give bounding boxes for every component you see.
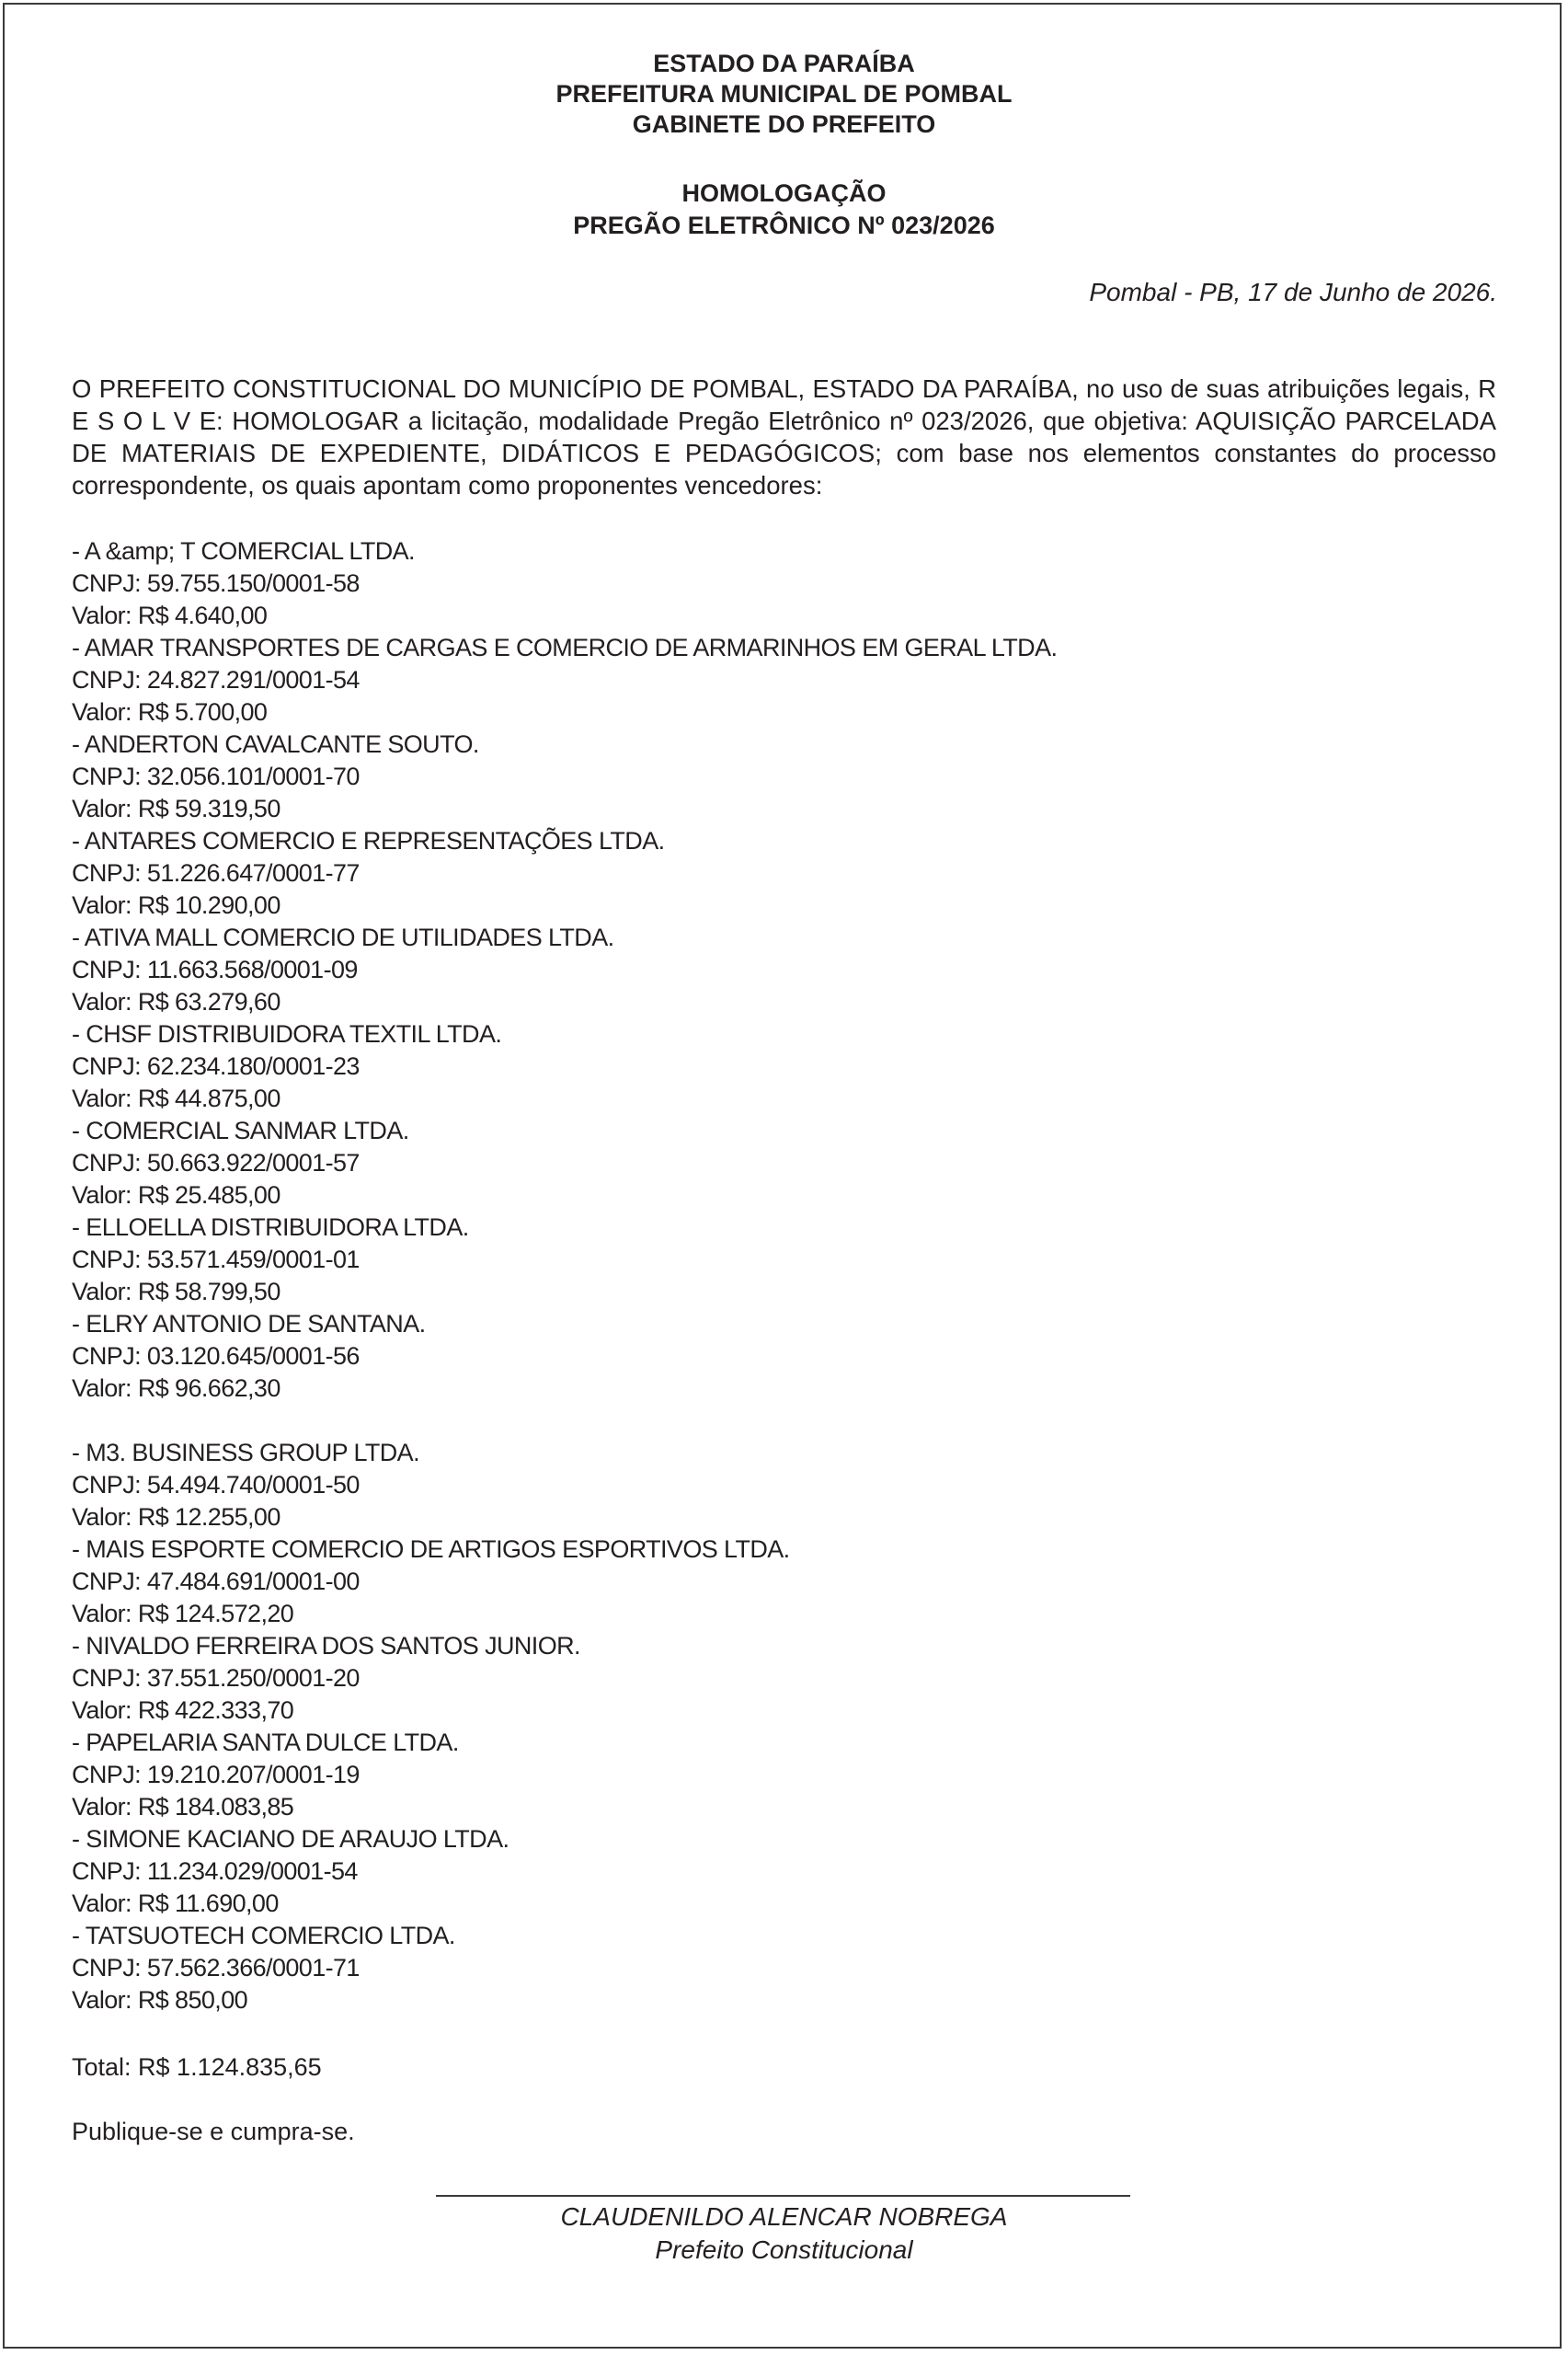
winner-entry xyxy=(72,1630,1496,1727)
winner-entry xyxy=(72,922,1496,1018)
document-title xyxy=(0,178,1568,242)
title-homologacao: HOMOLOGAÇÃO xyxy=(681,179,887,207)
closing-phrase: Publique-se e cumpra-se. xyxy=(72,2118,355,2145)
winner-valor: Valor: R$ 5.700,00 xyxy=(72,698,268,726)
winner-name: - ANTARES COMERCIO E REPRESENTAÇÕES LTDA. xyxy=(72,827,665,855)
title-pregao: PREGÃO ELETRÔNICO Nº 023/2026 xyxy=(573,212,995,239)
winner-name: - TATSUOTECH COMERCIO LTDA. xyxy=(72,1922,455,1949)
winner-valor: Valor: R$ 422.333,70 xyxy=(72,1696,294,1724)
winner-name: - ATIVA MALL COMERCIO DE UTILIDADES LTDA. xyxy=(72,924,614,951)
winner-entry xyxy=(72,632,1496,729)
signer-name: CLAUDENILDO ALENCAR NOBREGA xyxy=(560,2202,1008,2231)
header-prefecture: PREFEITURA MUNICIPAL DE POMBAL xyxy=(555,80,1013,108)
winner-name: - NIVALDO FERREIRA DOS SANTOS JUNIOR. xyxy=(72,1632,580,1660)
winner-valor: Valor: R$ 11.690,00 xyxy=(72,1890,279,1917)
winner-valor: Valor: R$ 59.319,50 xyxy=(72,795,280,822)
winner-valor: Valor: R$ 96.662,30 xyxy=(72,1374,280,1402)
winner-name: - ANDERTON CAVALCANTE SOUTO. xyxy=(72,730,479,758)
winner-entry xyxy=(72,825,1496,922)
winner-name: - COMERCIAL SANMAR LTDA. xyxy=(72,1117,409,1144)
winner-cnpj: CNPJ: 03.120.645/0001-56 xyxy=(72,1342,360,1370)
winner-cnpj: CNPJ: 32.056.101/0001-70 xyxy=(72,763,360,790)
winners-list xyxy=(72,535,1496,2016)
list-spacer xyxy=(72,1405,1496,1437)
winner-entry xyxy=(72,729,1496,825)
winner-valor: Valor: R$ 58.799,50 xyxy=(72,1278,280,1305)
winner-cnpj: CNPJ: 51.226.647/0001-77 xyxy=(72,859,360,887)
winner-entry xyxy=(72,1308,1496,1405)
winner-cnpj: CNPJ: 11.663.568/0001-09 xyxy=(72,956,358,983)
winner-valor: Valor: R$ 12.255,00 xyxy=(72,1503,280,1531)
winner-cnpj: CNPJ: 57.562.366/0001-71 xyxy=(72,1954,360,1982)
winner-cnpj: CNPJ: 47.484.691/0001-00 xyxy=(72,1568,360,1595)
winner-entry xyxy=(72,535,1496,632)
winner-entry xyxy=(72,1115,1496,1212)
header-state: ESTADO DA PARAÍBA xyxy=(653,50,915,77)
winner-cnpj: CNPJ: 19.210.207/0001-19 xyxy=(72,1761,360,1788)
winner-valor: Valor: R$ 184.083,85 xyxy=(72,1793,294,1821)
winner-cnpj: CNPJ: 50.663.922/0001-57 xyxy=(72,1149,360,1177)
winner-valor: Valor: R$ 10.290,00 xyxy=(72,891,280,919)
intro-paragraph: O PREFEITO CONSTITUCIONAL DO MUNICÍPIO DE POMBAL, ESTADO DA PARAÍBA, no uso de suas atribuições legais, R E S O L V E: HOMOLOGAR a licitação, modalidade Pregão Eletrônico nº 023/2026, que objetiva: AQUISIÇÃO PARCELADA DE MATERIAIS DE EXPEDIENTE, DIDÁTICOS E PEDAGÓGICOS; com base nos elementos constantes do processo correspondente, os quais apontam como proponentes vencedores: xyxy=(72,374,1496,500)
winner-name: - CHSF DISTRIBUIDORA TEXTIL LTDA. xyxy=(72,1020,502,1048)
winner-entry xyxy=(72,1018,1496,1115)
winner-entry xyxy=(72,1823,1496,1920)
winner-name: - M3. BUSINESS GROUP LTDA. xyxy=(72,1439,419,1466)
winner-cnpj: CNPJ: 54.494.740/0001-50 xyxy=(72,1471,360,1499)
winner-valor: Valor: R$ 124.572,20 xyxy=(72,1600,294,1627)
winner-name: - ELRY ANTONIO DE SANTANA. xyxy=(72,1310,426,1338)
signer-role: Prefeito Constitucional xyxy=(655,2235,913,2264)
winner-valor: Valor: R$ 63.279,60 xyxy=(72,988,280,1016)
total-value: Total: R$ 1.124.835,65 xyxy=(72,2053,322,2081)
winner-name: - SIMONE KACIANO DE ARAUJO LTDA. xyxy=(72,1825,509,1853)
signature-line xyxy=(436,2195,1130,2197)
winner-entry xyxy=(72,1534,1496,1630)
dateline: Pombal - PB, 17 de Junho de 2026. xyxy=(1089,278,1497,306)
winner-cnpj: CNPJ: 11.234.029/0001-54 xyxy=(72,1857,358,1885)
header-office: GABINETE DO PREFEITO xyxy=(632,110,936,138)
winner-valor: Valor: R$ 25.485,00 xyxy=(72,1181,280,1209)
document-header xyxy=(0,49,1568,140)
winner-cnpj: CNPJ: 62.234.180/0001-23 xyxy=(72,1052,360,1080)
winner-valor: Valor: R$ 850,00 xyxy=(72,1986,248,2014)
winner-entry xyxy=(72,1212,1496,1308)
winner-entry xyxy=(72,1920,1496,2016)
winner-valor: Valor: R$ 44.875,00 xyxy=(72,1085,280,1112)
winner-name: - MAIS ESPORTE COMERCIO DE ARTIGOS ESPORTIVOS LTDA. xyxy=(72,1535,790,1563)
signature-block xyxy=(0,2200,1568,2267)
winner-cnpj: CNPJ: 59.755.150/0001-58 xyxy=(72,569,360,597)
winner-name: - ELLOELLA DISTRIBUIDORA LTDA. xyxy=(72,1213,469,1241)
winner-valor: Valor: R$ 4.640,00 xyxy=(72,602,268,629)
winner-cnpj: CNPJ: 24.827.291/0001-54 xyxy=(72,666,360,694)
winner-entry xyxy=(72,1727,1496,1823)
winner-name: - PAPELARIA SANTA DULCE LTDA. xyxy=(72,1729,459,1756)
winner-name: - AMAR TRANSPORTES DE CARGAS E COMERCIO DE ARMARINHOS EM GERAL LTDA. xyxy=(72,634,1058,661)
winner-name: - A &amp; T COMERCIAL LTDA. xyxy=(72,537,415,565)
winner-entry xyxy=(72,1437,1496,1534)
winner-cnpj: CNPJ: 53.571.459/0001-01 xyxy=(72,1246,360,1273)
winner-cnpj: CNPJ: 37.551.250/0001-20 xyxy=(72,1664,360,1692)
